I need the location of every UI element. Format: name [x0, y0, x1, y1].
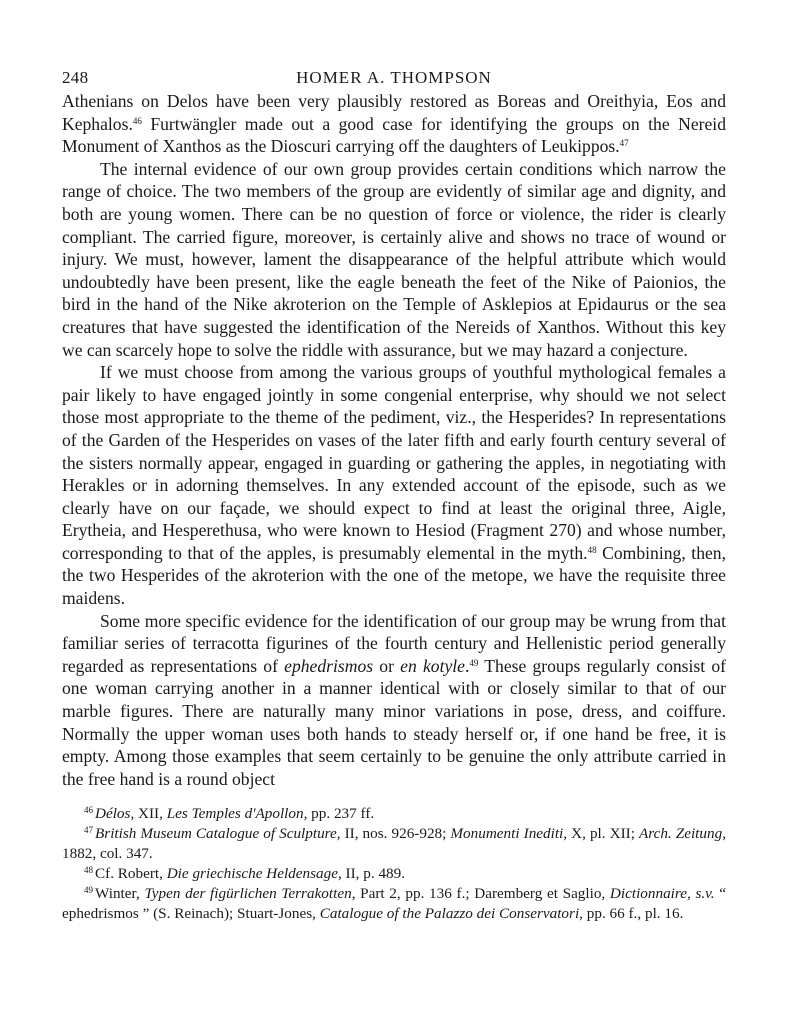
text-run: Cf. Robert, [95, 865, 167, 883]
footnote-reference: 49 [469, 657, 479, 668]
paragraph [62, 361, 726, 610]
paragraph [62, 90, 726, 158]
text-run: If we must choose from among the various groups of youthful mythological females a pair likely to have engaged jointly in some congenial enterprise, why should we not select those most appropriate to the theme of the pediment, viz., the Hesperides? In representations of the Garden of the Hesperides on vases of the later fifth and early fourth century several of the sisters normally appear, engaged in guarding or gathering the apples, in negotiating with Herakles or in adorning themselves. In any extended account of the episode, such as we clearly have on our façade, we should expect to find at least the original three, Aigle, Erytheia, and Hesperethusa, who were known to Hesiod (Fragment 270) and whose number, corresponding to that of the apples, is presumably elemental in the myth. [62, 362, 726, 563]
text-run: , XII, [130, 805, 167, 823]
italic-title: ephedrismos [284, 655, 374, 676]
text-run: These groups regularly consist of one woman carrying another in a manner identical with or closely similar to that of our marble figures. There are naturally many minor variations in pose, dress, and coiffure. Normally the upper woman uses both hands to steady herself or, if one hand be free, it is empty. Among those examples that seem certainly to be genuine the only attribute carried in the free hand is a round object [62, 655, 727, 789]
italic-title: Délos [95, 805, 131, 823]
text-run: , 1882, col. 347. [62, 825, 726, 863]
text-run: , II, nos. 926-928; [336, 825, 451, 843]
footnote [62, 864, 726, 884]
text-run: , pp. 237 ff. [303, 805, 375, 823]
footnote-reference: 46 [132, 115, 142, 126]
running-head: HOMER A. THOMPSON [296, 68, 492, 87]
footnote [62, 804, 726, 824]
text-run: , pp. 66 f., pl. 16. [579, 905, 684, 923]
italic-title: Catalogue of the Palazzo dei Conservatori [319, 905, 580, 923]
footnote-reference: 47 [619, 138, 629, 149]
text-run: or [373, 655, 401, 676]
text-run: “ ephedrismos ” (S. Reinach); Stuart-Jones, [62, 885, 727, 923]
text-run: The internal evidence of our own group provides certain conditions which narrow the range of choice. The two members of the group are evidently of similar age and dignity, and both are young women. There can be no question of force or violence, the rider is clearly compliant. The carried figure, moreover, is certainly alive and shows no trace of wound or injury. We must, however, lament the disappearance of the helpful attribute which would undoubtedly have been present, like the eagle beneath the feet of the Nike of Paionios, the bird in the hand of the Nike akroterion on the Temple of Asklepios at Epidaurus or the sea creatures that have suggested the identification of the Nereids of Xanthos. Without this key we can scarcely hope to solve the riddle with assurance, but we may hazard a conjecture. [62, 158, 726, 360]
footnote-number: 47 [84, 825, 93, 836]
italic-title: Arch. Zeitung [638, 825, 723, 843]
page [62, 60, 726, 924]
italic-title: Dictionnaire, s.v. [609, 885, 715, 903]
italic-title: British Museum Catalogue of Sculpture [95, 825, 337, 843]
text-run: Winter, [95, 885, 145, 903]
italic-title: Die griechische Heldensage [166, 865, 338, 883]
text-run: . [464, 655, 470, 676]
text-run: , X, pl. XII; [563, 825, 639, 843]
page-number: 248 [62, 68, 89, 87]
paragraph [62, 158, 726, 361]
footnote-number: 49 [84, 885, 93, 896]
italic-title: Les Temples d'Apollon [166, 805, 304, 823]
footnote [62, 824, 726, 864]
text-run: , Part 2, pp. 136 f.; Daremberg et Saglio, [351, 885, 610, 903]
text-run: Athenians on Delos have been very plausibly restored as Boreas and Oreithyia, Eos and Kephalos. [62, 91, 726, 134]
body-text [62, 90, 726, 790]
text-run: Furtwängler made out a good case for identifying the groups on the Nereid Monument of Xanthos as the Dioscuri carrying off the daughters of Leukippos. [62, 113, 726, 157]
footnote-number: 46 [84, 805, 93, 816]
text-run: , II, p. 489. [337, 865, 406, 883]
italic-title: en kotyle [400, 655, 465, 676]
page-header [62, 60, 726, 90]
footnote-number: 48 [84, 865, 93, 876]
footnote [62, 884, 726, 924]
text-run: Some more specific evidence for the identification of our group may be wrung from that familiar series of terracotta figurines of the fourth century and Hellenistic period generally regarded as representations of [62, 610, 726, 676]
italic-title: Monumenti Inediti [450, 825, 564, 843]
footnote-reference: 48 [587, 544, 597, 555]
footnotes [62, 804, 726, 924]
paragraph [62, 610, 726, 791]
text-run: Combining, then, the two Hesperides of the akroterion with the one of the metope, we have the requisite three maidens. [62, 542, 726, 609]
italic-title: Typen der figürlichen Terrakotten [144, 885, 352, 903]
